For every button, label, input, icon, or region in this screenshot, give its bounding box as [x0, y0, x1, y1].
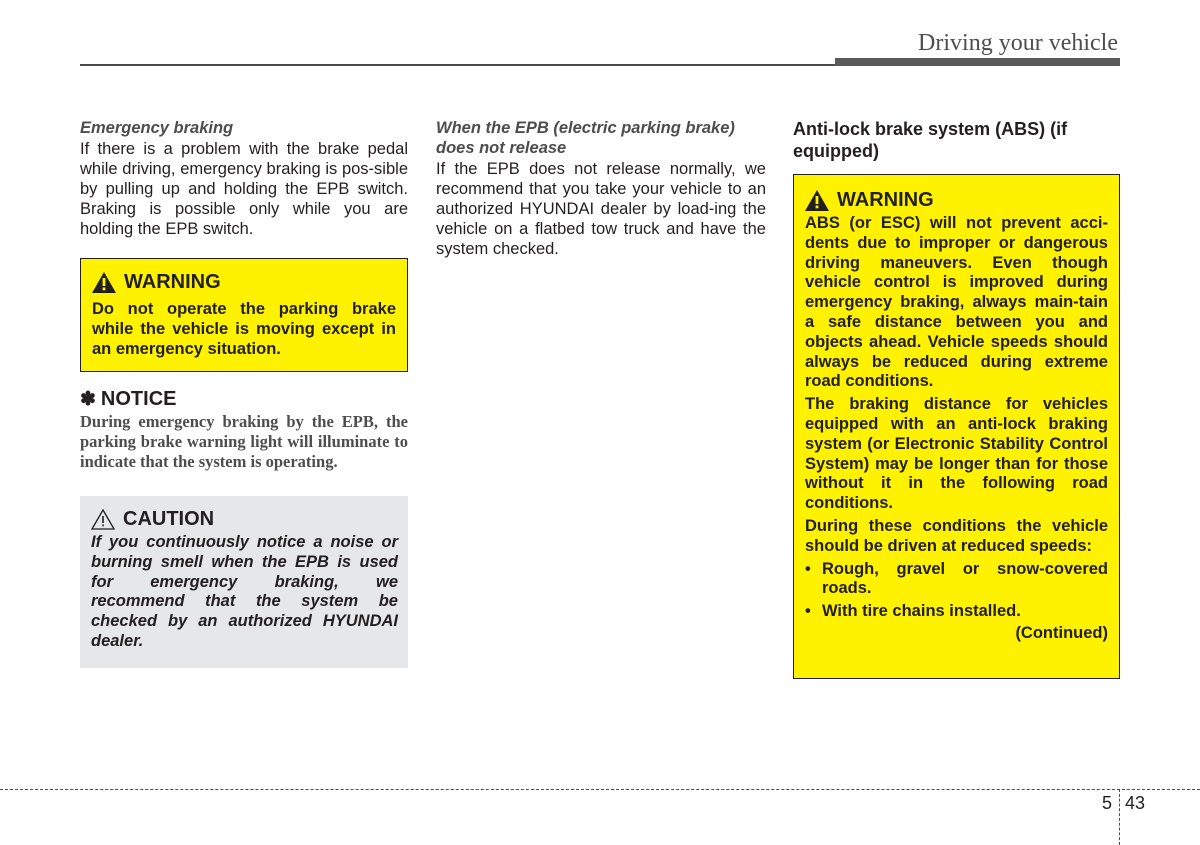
bullet-icon: •: [805, 559, 811, 578]
abs-warning-paragraph-3: During these conditions the vehicle should be driven at reduced speeds:: [805, 516, 1108, 555]
emergency-braking-text: If there is a problem with the brake pedal while driving, emergency braking is pos-sible by pulling up and holding the EPB switch. Braking is possible only while you are holding the EPB switch.: [80, 140, 408, 238]
caution-box: [80, 496, 408, 668]
emergency-braking-heading: Emergency braking: [80, 119, 234, 137]
warning-title: WARNING: [124, 271, 221, 293]
warning-heading: [92, 271, 396, 294]
abs-warning-heading: [805, 189, 1108, 212]
warning-triangle-icon: [92, 272, 116, 293]
notice-text: During emergency braking by the EPB, the parking brake warning light will illuminate to indicate that the system is operating.: [80, 412, 408, 471]
header-rule-accent: [835, 58, 1120, 66]
bullet-icon: •: [805, 602, 811, 621]
abs-warning-paragraph-2: The braking distance for vehicles equipped with an anti-lock braking system (or Electronic Stability Control System) may be longer than for those without it in the following road conditions.: [805, 395, 1108, 513]
continued-label: (Continued): [1015, 623, 1108, 642]
abs-warning-title: WARNING: [837, 189, 934, 211]
header-rule: [80, 64, 835, 66]
caution-heading: [91, 508, 398, 531]
epb-not-release-text: If the EPB does not release normally, we recommend that you take your vehicle to an authorized HYUNDAI dealer by load-ing the vehicle on a flatbed tow truck and have the system checked.: [436, 160, 766, 258]
abs-section-title: Anti-lock brake system (ABS) (if equipped): [793, 119, 1068, 161]
column-3: [793, 118, 1120, 679]
footer-divider: [1119, 789, 1120, 845]
column-1: [80, 118, 408, 668]
column-2: [436, 118, 766, 259]
warning-text: Do not operate the parking brake while the vehicle is moving except in an emergency situation.: [92, 300, 396, 358]
page-header-title: Driving your vehicle: [918, 30, 1118, 56]
abs-warning-bullet: [805, 560, 1108, 600]
notice-title: NOTICE: [100, 388, 177, 410]
notice-heading: [80, 388, 408, 411]
caution-text: If you continuously notice a noise or burning smell when the EPB is used for emergency braking, we recommend that the system be checked by an authorized HYUNDAI dealer.: [91, 533, 398, 650]
caution-title: CAUTION: [123, 508, 215, 530]
notice-star-icon: ✽: [80, 389, 96, 410]
warning-triangle-icon: [805, 190, 829, 211]
abs-warning-paragraph-1: ABS (or ESC) will not prevent acci-dents due to improper or dangerous driving maneuvers. Even though vehicle control is improved during emergency braking, always main-tain a safe distance between you and objects ahead. Vehicle speeds should always be reduced during extreme road conditions.: [805, 214, 1108, 391]
abs-warning-bullet: [805, 602, 1108, 622]
epb-not-release-heading: When the EPB (electric parking brake) does not release: [436, 119, 735, 157]
caution-triangle-icon: [91, 509, 115, 530]
bullet-text: Rough, gravel or snow-covered roads.: [822, 559, 1108, 598]
page-number: 43: [1125, 793, 1146, 813]
bullet-text: With tire chains installed.: [822, 602, 1021, 621]
warning-box: [80, 258, 408, 372]
chapter-number: 5: [1102, 793, 1113, 813]
abs-warning-box: [793, 174, 1120, 679]
footer-rule: [0, 789, 1200, 790]
